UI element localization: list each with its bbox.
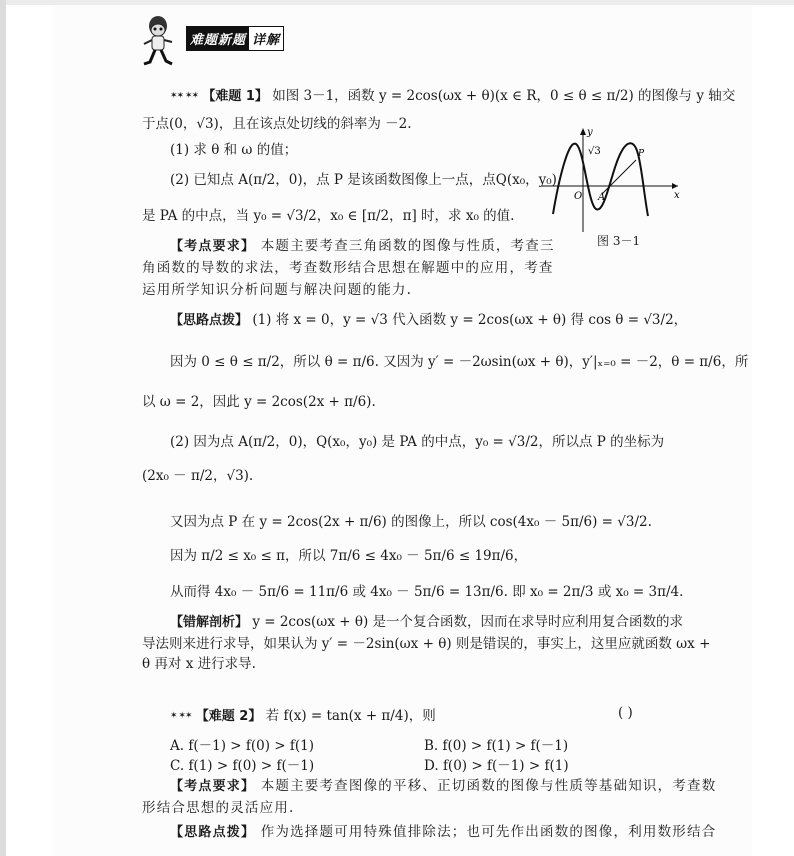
hint-text: (1) 将 x = 0，y = √3 代入函数 y = 2cos(ωx + θ) 得 cos θ = √3/2， (252, 312, 688, 328)
function-graph-figure (538, 124, 688, 244)
section-header (140, 14, 284, 70)
banner-light-text: 详解 (249, 27, 283, 50)
problem1-stem-line1 (170, 86, 735, 107)
problem2-requirement-line1 (170, 776, 716, 797)
problem1-error-line1 (170, 612, 683, 633)
problem1-stem-text: 如图 3－1，函数 y = 2cos(ωx + θ)(x ∈ R，0 ≤ θ ≤ π/2) 的图像与 y 轴交 (272, 88, 736, 104)
problem2-stem (170, 706, 436, 727)
problem1-hint-line5: (2x₀ － π/2，√3). (142, 468, 254, 484)
page-left-edge (0, 0, 6, 856)
requirement-text: 本题主要考查三角函数的图像与性质，考查三 (260, 238, 555, 254)
problem1-question2-line2: 是 PA 的中点，当 y₀ = √3/2，x₀ ∈ [π/2，π] 时，求 x₀ 的值. (142, 208, 515, 224)
problem1-stem-line2: 于点(0，√3)，且在该点处切线的斜率为 －2. (142, 116, 412, 132)
svg-text:y: y (587, 127, 593, 138)
difficulty-stars-icon: ✶✶ ✶✶ (170, 91, 199, 101)
section-banner (186, 26, 284, 51)
problem2-stem-text: 若 f(x) = tan(x + π/4)，则 (265, 708, 436, 724)
hint-label: 【思路点拨】 (170, 825, 256, 840)
error-analysis-text: y = 2cos(ωx + θ) 是一个复合函数，因而在求导时应利用复合函数的求 (252, 614, 684, 630)
problem1-requirement-line2: 角函数的导数的求法，考查数形结合思想在解题中的应用，考查 (142, 260, 554, 276)
problem2-hint-line1 (170, 822, 716, 843)
requirement-text: 本题主要考查图像的平移、正切函数的图像与性质等基础知识，考查数 (260, 778, 717, 794)
problem1-question1: (1) 求 θ 和 ω 的值； (170, 142, 298, 158)
difficulty-stars-icon: ✶ ✶✶ (170, 711, 192, 721)
banner-dark-text: 难题新题 (187, 27, 249, 50)
hint-text: 作为选择题可用特殊值排除法；也可先作出函数的图像，利用数形结合 (260, 824, 717, 840)
problem1-hint-line7: 因为 π/2 ≤ x₀ ≤ π，所以 7π/6 ≤ 4x₀ － 5π/6 ≤ 19π/6， (170, 548, 528, 564)
problem1-error-line3: θ 再对 x 进行求导. (142, 656, 256, 672)
problem1-label: 【难题 1】 (202, 89, 268, 104)
svg-text:A: A (598, 192, 606, 203)
problem1-hint-line6: 又因为点 P 在 y = 2cos(2x + π/6) 的图像上，所以 cos(4x₀ － 5π/6) = √3/2. (170, 514, 652, 530)
option-b[interactable]: B. f(0) > f(1) > f(－1) (424, 738, 569, 754)
svg-text:x: x (674, 190, 680, 201)
problem1-requirement-line3: 运用所学知识分析问题与解决问题的能力. (142, 282, 413, 298)
svg-text:P: P (638, 149, 645, 159)
option-d[interactable]: D. f(0) > f(－1) > f(1) (424, 758, 569, 774)
answer-blank[interactable]: ( ) (618, 705, 633, 721)
problem1-requirement-line1 (170, 236, 555, 257)
hint-label: 【思路点拨】 (170, 313, 249, 328)
option-a[interactable]: A. f(－1) > f(0) > f(1) (170, 738, 314, 754)
problem1-hint-line4: (2) 因为点 A(π/2，0)，Q(x₀，y₀) 是 PA 的中点，y₀ = √3/2，所以点 P 的坐标为 (170, 434, 665, 450)
graph-label-sqrt3: √3 (588, 146, 601, 157)
problem1-hint-line2: 因为 0 ≤ θ ≤ π/2，所以 θ = π/6. 又因为 y′ = －2ωsin(ωx + θ)，y′|ₓ₌₀ = －2，θ = π/6，所 (170, 354, 749, 370)
svg-text:O: O (574, 191, 583, 202)
cartoon-mascot-icon (140, 14, 180, 70)
problem1-error-line2: 导法则来进行求导，如果认为 y′ = －2sin(ωx + θ) 则是错误的，事实上，这里应就函数 ωx + (142, 636, 711, 652)
figure-caption: 图 3－1 (597, 234, 641, 248)
problem2-requirement-line2: 形结合思想的灵活应用. (142, 800, 295, 816)
requirement-label: 【考点要求】 (170, 239, 256, 254)
problem2-label: 【难题 2】 (195, 709, 262, 724)
error-analysis-label: 【错解剖析】 (170, 615, 249, 630)
problem1-hint-line3: 以 ω = 2，因此 y = 2cos(2x + π/6). (142, 394, 376, 410)
problem1-hint-line1 (170, 310, 687, 331)
option-c[interactable]: C. f(1) > f(0) > f(－1) (170, 758, 315, 774)
requirement-label: 【考点要求】 (170, 779, 256, 794)
problem1-question2-line1: (2) 已知点 A(π/2，0)，点 P 是该函数图像上一点，点Q(x₀，y₀) (170, 172, 557, 188)
problem1-hint-line8: 从而得 4x₀ － 5π/6 = 11π/6 或 4x₀ － 5π/6 = 13π/6. 即 x₀ = 2π/3 或 x₀ = 3π/4. (170, 584, 684, 600)
